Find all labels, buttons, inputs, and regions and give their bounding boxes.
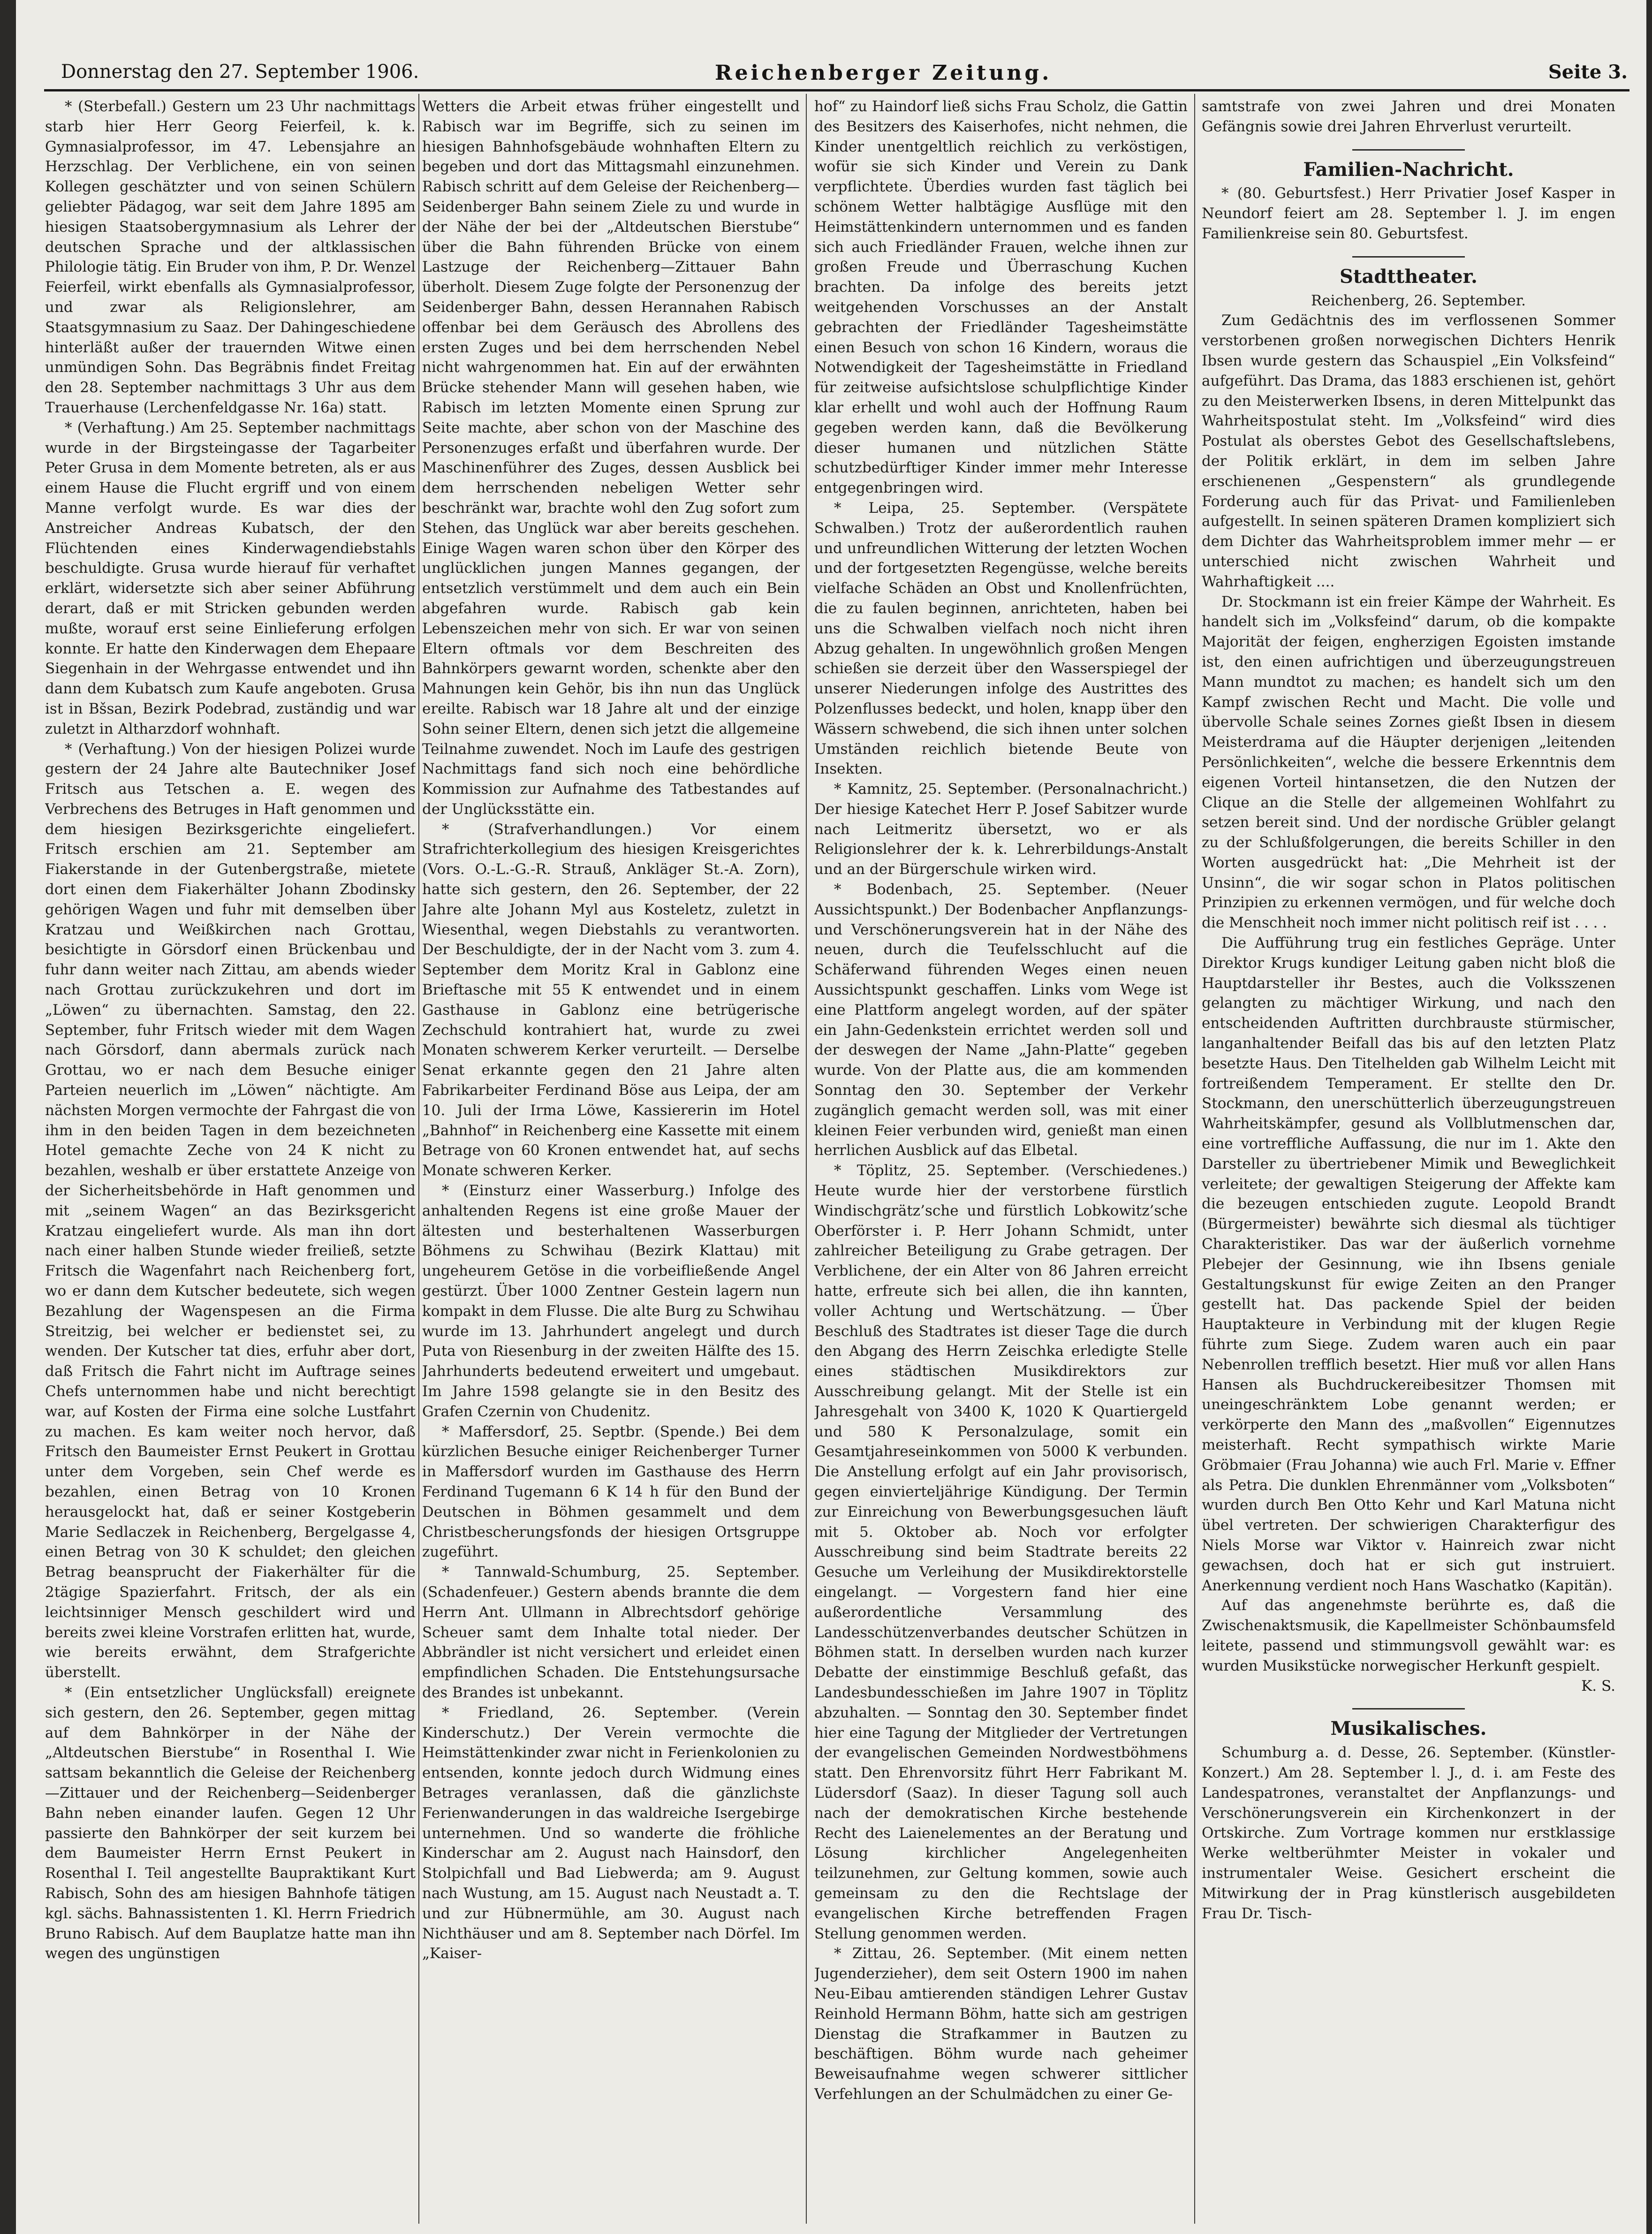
article-kamnitz: * Kamnitz, 25. September. (Personalnachricht.) Der hiesige Katechet Herr P. Josef Sabitzer wurde nach Leitmeritz übersetzt, wo er als Religionslehrer der k. k. Lehrerbildungs-Anstalt und an der Bürgerschule wirken wird. [814,781,1188,878]
section-rule [1352,1708,1465,1710]
article-verhaftung-grusa: * (Verhaftung.) Am 25. September nachmittags wurde in der Birgsteingasse der Tagarbeiter Peter Grusa in dem Momente betreten, als er aus einem Hause die Flucht ergriff und von einem Manne verfolgt wurde. Es war dies der Anstreicher Andreas Kubatsch, der den Flüchtenden eines Kinderwagendiebstahls beschuldigte. Grusa wurde hierauf für verhaftet erklärt, widersetzte sich aber seiner Abführung derart, daß er mit Stricken gebunden werden mußte, worauf erst seine Einlieferung erfolgen konnte. Er hatte den Kinderwagen dem Ehepaare Siegenhain in der Wehrgasse entwendet und ihn dann dem Kubatsch zum Kaufe angeboten. Grusa ist in Bšsan, Bezirk Podebrad, zuständig und war zuletzt in Altharzdorf wohnhaft. [45,419,416,737]
issue-date: Donnerstag den 27. September 1906. [61,61,419,83]
article-verhaftung-fritsch: * (Verhaftung.) Von der hiesigen Polizei wurde gestern der 24 Jahre alte Bautechniker Josef Fritsch aus Tetschen a. E. wegen des Verbrechens des Betruges in Haft genommen und dem hiesigen Bezirksgerichte eingeliefert. Fritsch erschien am 21. September am Fiakerstande in der Gutenbergstraße, mietete dort einen dem Fiakerhälter Johann Zbodinsky gehörigen Wagen und fuhr mit demselben über Kratzau und Weißkirchen nach Grottau, besichtigte in Görsdorf einen Brückenbau und fuhr dann weiter nach Zittau, am abends wieder nach Grottau zurückzukehren und dort im „Löwen“ zu übernachten. Samstag, den 22. September, fuhr Fritsch wieder mit dem Wagen nach Görsdorf, dann abermals zurück nach Grottau, wo er nach dem Besuche einiger Parteien neuerlich im „Löwen“ nächtigte. Am nächsten Morgen vermochte der Fahrgast die von ihm in den beiden Tagen in dem bezeichneten Hotel gemachte Zeche von 24 K nicht zu bezahlen, weshalb er über erstattete Anzeige von der Sicherheitsbehörde in Haft genommen und mit „seinem Wagen“ an das Bezirksgericht Kratzau eingeliefert wurde. Als man ihn dort nach einer halben Stunde wieder freiließ, setzte Fritsch die Wagenfahrt nach Reichenberg fort, wo er dann dem Kutscher bedeutete, sich wegen Bezahlung der Wagenspesen an die Firma Streitzig, bei welcher er bedienstet sei, zu wenden. Der Kutscher tat dies, erfuhr aber dort, daß Fritsch die Fahrt nicht im Auftrage seines Chefs unternommen habe und nicht berechtigt war, auf Kosten der Firma eine solche Lustfahrt zu machen. Es kam weiter noch hervor, daß Fritsch den Baumeister Ernst Peukert in Grottau unter dem Vorgeben, sein Chef werde es bezahlen, einen Betrag von 10 Kronen herausgelockt hat, daß er seiner Kostgeberin Marie Sedlaczek in Reichenberg, Bergelgasse 4, einen Betrag von 30 K schuldet; den gleichen Betrag beansprucht der Fiakerhälter für die 2tägige Spazierfahrt. Fritsch, der als ein leichtsinniger Mensch geschildert wird und bereits zwei kleine Vorstrafen erlitten hat, wurde, wie bereits erwähnt, dem Strafgerichte überstellt. [45,740,416,1681]
section-rule [1352,149,1465,151]
article-zittau: * Zittau, 26. September. (Mit einem netten Jugenderzieher), dem seit Ostern 1900 im nahen Neu-Eibau amtierenden ständigen Lehrer Gustav Reinhold Hermann Böhm, hatte sich am gestrigen Dienstag die Strafkammer in Bautzen zu beschäftigen. Böhm wurde nach geheimer Beweisaufnahme wegen schwerer sittlicher Verfehlungen an der Schulmädchen zu einer Ge- [814,1945,1188,2103]
article-unglucksfall-cont: Wetters die Arbeit etwas früher eingestellt und Rabisch war im Begriffe, sich zu seinen im hiesigen Bahnhofsgebäude wohnhaften Eltern zu begeben und dort das Mittagsmahl einzunehmen. Rabisch schritt auf dem Geleise der Reichenberg—Seidenberger Bahn seinem Ziele zu und wurde in der Nähe der bei der „Altdeutschen Bierstube“ über die Bahn führenden Brücke von einem Lastzuge der Reichenberg—Zittauer Bahn überholt. Diesem Zuge folgte der Personenzug der Seidenberger Bahn, dessen Herannahen Rabisch offenbar bei dem Geräusch des Abrollens des ersten Zuges und bei dem herrschenden Nebel nicht wahrgenommen hat. Ein auf der erwähnten Brücke stehender Mann will gesehen haben, wie Rabisch im letzten Momente einen Sprung zur Seite machte, aber schon von der Maschine des Personenzuges erfaßt und überfahren wurde. Der Maschinenführer des Zuges, dessen Ausblick bei dem herrschenden nebeligen Wetter sehr beschränkt war, brachte wohl den Zug sofort zum Stehen, das Unglück war aber bereits geschehen. Einige Wagen waren schon über den Körper des unglücklichen jungen Mannes gegangen, der entsetzlich verstümmelt und dem auch ein Bein abgefahren wurde. Rabisch gab kein Lebenszeichen mehr von sich. Er war von seinen Eltern oftmals vor dem Beschreiten des Bahnkörpers gewarnt worden, schenkte aber den Mahnungen kein Gehör, bis ihn nun das Unglück ereilte. Rabisch war 18 Jahre alt und der einzige Sohn seiner Eltern, denen sich jetzt die allgemeine Teilnahme zuwendet. Noch im Laufe des gestrigen Nachmittags fand sich noch eine behördliche Kommission zur Aufnahme des Tatbestandes auf der Unglücksstätte ein. [422,98,800,818]
article-zittau-cont: samtstrafe von zwei Jahren und drei Monaten Gefängnis sowie drei Jahren Ehrverlust verurteilt. [1202,98,1615,135]
section-heading-family: Familien-Nachricht. [1303,158,1514,181]
column-4 [1202,97,1615,2226]
article-tannwald: * Tannwald-Schumburg, 25. September. (Schadenfeuer.) Gestern abends brannte die dem Herrn Ant. Ullmann in Albrechtsdorf gehörige Scheuer samt dem Inhalte total nieder. Der Abbrändler ist nicht versichert und erleidet einen empfindlichen Schaden. Die Entstehungsursache des Brandes ist unbekannt. [422,1564,800,1701]
column-divider [418,94,419,2224]
column-divider [1194,94,1195,2224]
column-1 [45,97,416,2226]
column-divider [806,94,807,2224]
article-friedland: * Friedland, 26. September. (Verein Kinderschutz.) Der Verein vermochte die Heimstättenkinder zwar nicht in Ferienkolonien zu entsenden, konnte jedoch durch Widmung eines Betrages veranlassen, daß die gänzlichste Ferienwanderungen in das waldreiche Isergebirge unternehmen. Und so wanderte die fröhliche Kinderschar am 2. August nach Hainsdorf, den Stolpichfall und Bad Liebwerda; am 9. August nach Wustung, am 15. August nach Neustadt a. T. und zur Hübnermühle, am 30. August nach Nichthäuser und am 8. September nach Dörfel. Im „Kaiser- [422,1704,800,1962]
article-maffersdorf: * Maffersdorf, 25. Septbr. (Spende.) Bei dem kürzlichen Besuche einiger Reichenberger Turner in Maffersdorf wurden im Gasthause des Herrn Ferdinand Tugemann 6 K 14 h für den Bund der Deutschen in Böhmen gesammelt und dem Christbescherungsfonds der hiesigen Ortsgruppe zugeführt. [422,1423,800,1561]
newspaper-title: Reichenberger Zeitung. [715,61,1052,85]
article-bodenbach: * Bodenbach, 25. September. (Neuer Aussichtspunkt.) Der Bodenbacher Anpflanzungs- und Verschönerungsverein hat in der Nähe des neuen, durch die Teufelsschlucht auf die Schäferwand führenden Weges einen neuen Aussichtspunkt geschaffen. Links vom Wege ist eine Plattform angelegt worden, auf der später ein Jahn-Gedenkstein errichtet werden soll und der deswegen der Name „Jahn-Platte“ gegeben wurde. Von der Platte aus, die am kommenden Sonntag den 30. September der Verkehr zugänglich gemacht werden soll, was mit einer kleinen Feier verbunden wird, genießt man einen herrlichen Ausblick auf das Elbetal. [814,881,1188,1159]
theater-review-4: Auf das angenehmste berührte es, daß die Zwischenaktsmusik, die Kapellmeister Schönbaumsfeld leitete, passend und stimmungsvoll gewählt war: es wurden Musikstücke norwegischer Herkunft gespielt. [1202,1597,1615,1674]
article-unglucksfall: * (Ein entsetzlicher Unglücksfall) ereignete sich gestern, den 26. September, gegen mittag auf dem Bahnkörper in der Nähe der „Altdeutschen Bierstube“ in Rosenthal I. Wie sattsam bekanntlich die Geleise der Reichenberg—Zittauer und der Reichenberg—Seidenberger Bahn neben einander laufen. Gegen 12 Uhr passierte den Bahnkörper der seit kurzem bei dem Baumeister Herrn Ernst Peukert in Rosenthal I. Teil angestellte Baupraktikant Kurt Rabisch, Sohn des am hiesigen Bahnhofe tätigen kgl. sächs. Bahnassistenten 1. Kl. Herrn Friedrich Bruno Rabisch. Auf dem Bauplatze hatte man ihn wegen des ungünstigen [45,1684,416,1962]
article-geburtsfest: * (80. Geburtsfest.) Herr Privatier Josef Kasper in Neundorf feiert am 28. September l. J. im engen Familienkreise sein 80. Geburtsfest. [1202,185,1615,242]
theater-dateline: Reichenberg, 26. September. [1311,292,1526,309]
column-2 [422,97,800,2226]
section-heading-music: Musikalisches. [1330,1717,1487,1740]
article-wasserburg: * (Einsturz einer Wasserburg.) Infolge des anhaltenden Regens ist eine große Mauer der ältesten und besterhaltenen Wasserburgen Böhmens zu Schwihau (Bezirk Klattau) mit ungeheurem Getöse in die vorbeifließende Angel gestürzt. Über 1000 Zentner Gestein lagern nun kompakt in dem Flusse. Die alte Burg zu Schwihau wurde im 13. Jahrhundert angelegt und durch Puta von Riesenburg in der zweiten Hälfte des 15. Jahrhunderts bedeutend erweitert und umgebaut. Im Jahre 1598 gelangte sie in den Besitz des Grafen Czernin von Chudenitz. [422,1182,800,1420]
author-signature: K. S. [1581,1677,1615,1694]
theater-review-1: Zum Gedächtnis des im verflossenen Sommer verstorbenen großen norwegischen Dichters Henrik Ibsen wurde gestern das Schauspiel „Ein Volksfeind“ aufgeführt. Das Drama, das 1883 erschienen ist, gehört zu den Meisterwerken Ibsens, in deren Mittelpunkt das Wahrheitspostulat steht. Im „Volksfeind“ wird dies Postulat als oberstes Gebot des Gesellschaftslebens, der Politik erklärt, in dem im selben Jahre erschienenen „Gespenstern“ als grundlegende Forderung auch für das Privat- und Familienleben aufgestellt. In seinen späteren Dramen kompliziert sich dem Dichter das Wahrheitsproblem immer mehr — er unterschied nicht zwischen Wahrheit und Wahrhaftigkeit .... [1202,312,1615,590]
article-schumburg: Schumburg a. d. Desse, 26. September. (Künstler-Konzert.) Am 28. September l. J., d. i. am Feste des Landespatrones, veranstaltet der Anpflanzungs- und Verschönerungsverein ein Kirchenkonzert in der Ortskirche. Zum Vortrage kommen nur erstklassige Werke weltberühmter Meister in vokaler und instrumentaler Weise. Gesichert erscheint die Mitwirkung der in Prag künstlerisch ausgebildeten Frau Dr. Tisch- [1202,1744,1615,1922]
header-rule [44,89,1629,91]
article-strafverhandlungen: * (Strafverhandlungen.) Vor einem Strafrichterkollegium des hiesigen Kreisgerichtes (Vors. O.-L.-G.-R. Strauß, Ankläger St.-A. Zorn), hatte sich gestern, den 26. September, der 22 Jahre alte Johann Myl aus Kosteletz, zuletzt in Wiesenthal, wegen Diebstahls zu verantworten. Der Beschuldigte, der in der Nacht vom 3. zum 4. September dem Moritz Kral in Gablonz eine Brieftasche mit 55 K entwendet und in einem Gasthause in Gablonz eine betrügerische Zechschuld kontrahiert hat, wurde zu zwei Monaten schwerem Kerker verurteilt. — Derselbe Senat erkannte gegen den 21 Jahre alten Fabrikarbeiter Ferdinand Böse aus Leipa, der am 10. Juli der Irma Löwe, Kassiererin im Hotel „Bahnhof“ in Reichenberg eine Kassette mit einem Betrage von 60 Kronen entwendet hat, auf sechs Monate schweren Kerker. [422,821,800,1179]
theater-review-3: Die Aufführung trug ein festliches Gepräge. Unter Direktor Krugs kundiger Leitung gaben nicht bloß die Hauptdarsteller ihr Bestes, auch die Volksszenen gelangten zu mächtiger Wirkung, und nach den entscheidenden Auftritten durchbrauste stürmischer, langanhaltender Beifall das bis auf den letzten Platz besetzte Haus. Den Titelhelden gab Wilhelm Leicht mit fortreißendem Temperament. Er stellte den Dr. Stockmann, den unerschütterlich überzeugungstreuen Wahrheitskämpfer, gesund als Vollblutmenschen dar, eine vortreffliche Auffassung, die nur im 1. Akte den Darsteller zu übertriebener Mimik und Beweglichkeit verleitete; der gewaltigen Steigerung der Affekte kam die bezeugen entschieden zugute. Leopold Brandt (Bürgermeister) bewährte sich diesmal als tüchtiger Charakteristiker. Das war der äußerlich vornehme Plebejer der Gesinnung, wie ihn Ibsens geniale Gestaltungskunst für ewige Zeiten an den Pranger gestellt hat. Das packende Spiel der beiden Hauptakteure in Verbindung mit der klugen Regie führte zum Siege. Zudem waren auch ein paar Nebenrollen trefflich besetzt. Hier muß vor allen Hans Hansen als Buchdruckereibesitzer Thomsen mit uneingeschränktem Lobe genannt werden; er verkörperte den Mann des „maßvollen“ Eigennutzes meisterhaft. Recht sympathisch wirkte Marie Gröbmaier (Frau Johanna) wie auch Frl. Marie v. Effner als Petra. Die dunklen Ehrenmänner vom „Volksboten“ wurden durch Ben Otto Kehr und Karl Matuna nicht übel vertreten. Der schwierigen Charakterfigur des Niels Morse war Viktor v. Hainreich zwar nicht gewachsen, doch hat er sich gut instruiert. Anerkennung verdient noch Hans Waschatko (Kapitän). [1202,935,1615,1594]
section-rule [1352,256,1465,258]
page-header [16,61,1646,99]
article-sterbefall: * (Sterbefall.) Gestern um 23 Uhr nachmittags starb hier Herr Georg Feierfeil, k. k. Gymnasialprofessor, im 47. Lebensjahre an Herzschlag. Der Verblichene, ein von seinen Kollegen geschätzter und von seinen Schülern geliebter Pädagog, war seit dem Jahre 1895 am hiesigen Staatsobergymnasium als Lehrer der deutschen Sprache und der altklassischen Philologie tätig. Ein Bruder von ihm, P. Dr. Wenzel Feierfeil, wirkt ebenfalls als Gymnasialprofessor, und zwar als Religionslehrer, am Staatsgymnasium zu Saaz. Der Dahingeschiedene hinterläßt außer der trauernden Witwe einen unmündigen Sohn. Das Begräbnis findet Freitag den 28. September nachmittags 3 Uhr aus dem Trauerhause (Lerchenfeldgasse Nr. 16a) statt. [45,98,416,416]
article-toplitz: * Töplitz, 25. September. (Verschiedenes.) Heute wurde hier der verstorbene fürstlich Windischgrätz’sche und fürstlich Lobkowitz’sche Oberförster i. P. Herr Johann Schmidt, unter zahlreicher Beteiligung zu Grabe getragen. Der Verblichene, der ein Alter von 86 Jahren erreicht hatte, erfreute sich bei allen, die ihn kannten, voller Achtung und Wertschätzung. — Über Beschluß des Stadtrates ist dieser Tage die durch den Abgang des Herrn Zeischka erledigte Stelle eines städtischen Musikdirektors zur Ausschreibung gelangt. Mit der Stelle ist ein Jahresgehalt von 3400 K, 1020 K Quartiergeld und 580 K Personalzulage, somit ein Gesamtjahreseinkommen von 5000 K verbunden. Die Anstellung erfolgt auf ein Jahr provisorisch, gegen einvierteljährige Kündigung. Der Termin zur Einreichung von Bewerbungsgesuchen läuft mit 5. Oktober ab. Noch vor erfolgter Ausschreibung sind beim Stadtrate bereits 22 Gesuche um Verleihung der Musikdirektorstelle eingelangt. — Vorgestern fand hier eine außerordentliche Versammlung des Landesschützenverbandes deutscher Schützen in Böhmen statt. In derselben wurden nach kurzer Debatte der einstimmige Beschluß gefaßt, das Landesbundesschießen im Jahre 1907 in Töplitz abzuhalten. — Sonntag den 30. September findet hier eine Tagung der Mitglieder der Vertretungen der evangelischen Gemeinden Nordwestböhmens statt. Den Ehrenvorsitz führt Herr Fabrikant M. Lüdersdorf (Saaz). In dieser Tagung soll auch nach der demokratischen Kirche bestehende Recht des Laienelementes an der Beratung und Lösung kirchlicher Angelegenheiten teilzunehmen, zur Geltung kommen, sowie auch gemeinsam zu den die Rechtslage der evangelischen Kirche betreffenden Fragen Stellung genommen werden. [814,1162,1188,1942]
article-friedland-cont: hof“ zu Haindorf ließ sichs Frau Scholz, die Gattin des Besitzers des Kaiserhofes, nicht nehmen, die Kinder unentgeltlich reichlich zu verköstigen, wofür sie sich Kinder und Verein zu Dank verpflichtete. Überdies wurden fast täglich bei schönem Wetter halbtägige Ausflüge mit den Heimstättenkindern unternommen und es fanden sich auch Friedländer Frauen, welche ihnen zur großen Freude und Überraschung Kuchen brachten. Da infolge des bereits jetzt weitgehenden Vorschusses an der Anstalt gebrachten der Friedländer Tagesheimstätte einen Besuch von schon 16 Kindern, woraus die Notwendigkeit der Tagesheimstätte in Friedland für zeitweise aufsichtslose schulpflichtige Kinder klar erhellt und wohl auch der Hoffnung Raum gegeben werden kann, daß die Bevölkerung dieser humanen und nützlichen Stätte schutzbedürftiger Kinder immer mehr Interesse entgegenbringen wird. [814,98,1188,497]
column-3 [814,97,1188,2226]
section-heading-theater: Stadttheater. [1340,265,1478,288]
theater-review-2: Dr. Stockmann ist ein freier Kämpe der Wahrheit. Es handelt sich im „Volksfeind“ darum, ob die kompakte Majorität der feigen, engherzigen Egoisten imstande ist, den einen aufrichtigen und überzeugungstreuen Mann mundtot zu machen; es handelt sich um den Kampf zwischen Recht und Macht. Die volle und übervolle Schale seines Zornes gießt Ibsen in diesem Meisterdrama auf die Häupter derjenigen „leitenden Persönlichkeiten“, welche die bessere Erkenntnis dem eigenen Vorteil hintansetzen, die den Nutzen der Clique an die Stelle der allgemeinen Wohlfahrt zu setzen bereit sind. Und der nordische Grübler gelangt zu der Schlußfolgerungen, die bereits Schiller in den Worten ausgedrückt hat: „Die Mehrheit ist der Unsinn“, die wir sogar schon in Platos politischen Prinzipien zu erkennen vermögen, und für welche doch die Menschheit noch immer nicht politisch reif ist . . . . [1202,593,1615,932]
article-leipa: * Leipa, 25. September. (Verspätete Schwalben.) Trotz der außerordentlich rauhen und unfreundlichen Witterung der letzten Wochen und der fortgesetzten Regengüsse, welche bereits vielfache Schäden an Obst und Knollenfrüchten, die zu faulen beginnen, anrichteten, haben bei uns die Schwalben vielfach noch nicht ihren Abzug gehalten. In ungewöhnlich großen Mengen schießen sie derzeit über den Wasserspiegel der unserer Niederungen infolge des Austrittes des Polzenflusses bedeckt, und holen, knapp über den Wässern schwebend, die sich ihnen unter solchen Umständen reichlich bietende Beute von Insekten. [814,499,1188,778]
newspaper-page [16,0,1646,2234]
page-number: Seite 3. [1548,61,1628,83]
